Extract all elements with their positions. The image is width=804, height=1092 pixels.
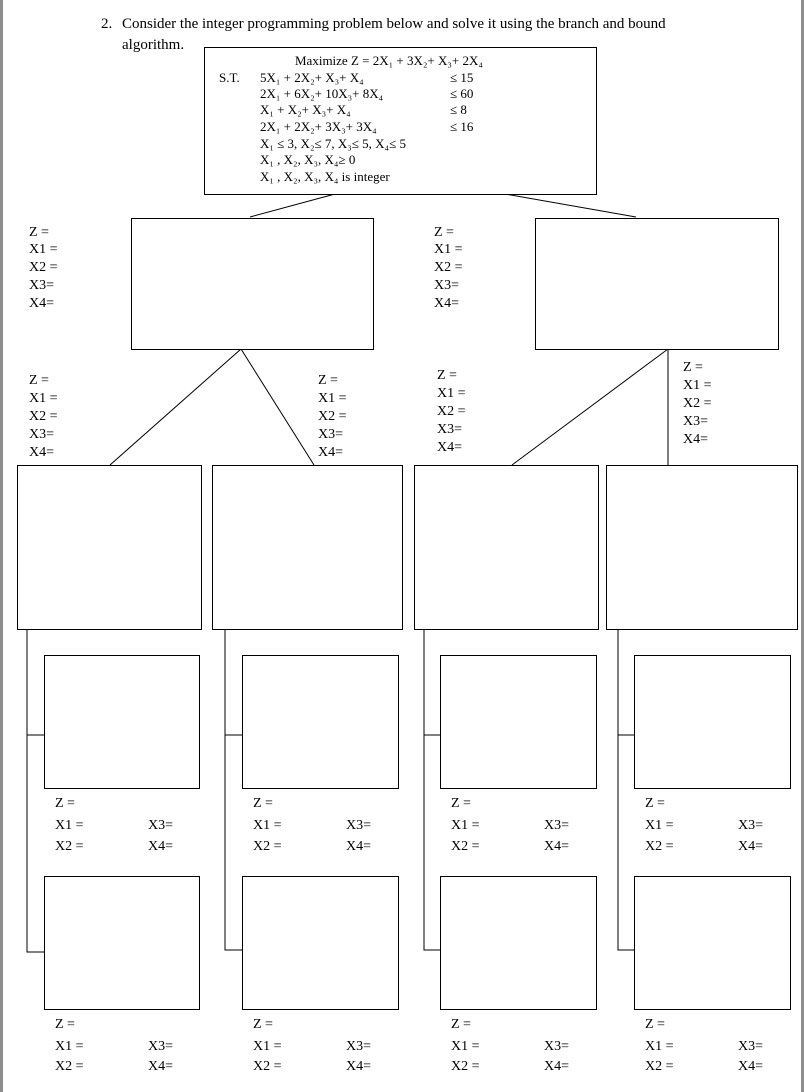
x2-label: X2 = — [645, 839, 674, 854]
z-label: Z = — [451, 1017, 471, 1032]
z-label: Z = — [55, 1017, 75, 1032]
x2-label: X2 = — [318, 409, 347, 424]
z-label: Z = — [451, 796, 471, 811]
x2-label: X2 = — [55, 839, 84, 854]
node-box[interactable] — [242, 876, 399, 1010]
node-box[interactable] — [131, 218, 374, 350]
x4-label: X4= — [346, 839, 372, 854]
question-number: 2. — [101, 16, 113, 32]
z-label: Z = — [253, 1017, 273, 1032]
node-box[interactable] — [17, 465, 202, 630]
x3-label: X3= — [434, 278, 460, 293]
x2-label: X2 = — [55, 1059, 84, 1074]
constraint-3-rhs: ≤ 8 — [450, 102, 467, 117]
constraint-4-rhs: ≤ 16 — [450, 119, 474, 134]
x1-label: X1 = — [683, 378, 712, 393]
x2-label: X2 = — [29, 409, 58, 424]
x3-label: X3= — [346, 818, 372, 833]
x1-label: X1 = — [437, 386, 466, 401]
x2-label: X2 = — [29, 260, 58, 275]
node-box[interactable] — [44, 655, 200, 789]
x3-label: X3= — [318, 427, 344, 442]
node-box[interactable] — [242, 655, 399, 789]
x1-label: X1 = — [451, 818, 480, 833]
x4-label: X4= — [318, 445, 344, 460]
x1-label: X1 = — [645, 818, 674, 833]
constraint-2-rhs: ≤ 60 — [450, 86, 474, 101]
x4-label: X4= — [437, 440, 463, 455]
x2-label: X2 = — [645, 1059, 674, 1074]
x3-label: X3= — [738, 818, 764, 833]
x1-label: X1 = — [253, 1039, 282, 1054]
constraint-1-lhs: 5X₁ + 2X₂+ X₃+ X₄ — [260, 70, 364, 85]
node-box[interactable] — [440, 655, 597, 789]
x4-label: X4= — [434, 296, 460, 311]
x3-label: X3= — [738, 1039, 764, 1054]
x4-label: X4= — [148, 839, 174, 854]
x1-label: X1 = — [253, 818, 282, 833]
z-label: Z = — [29, 225, 49, 240]
question-text-line1: Consider the integer programming problem below and solve it using the branch and bound — [122, 16, 666, 32]
node-box[interactable] — [440, 876, 597, 1010]
node-box[interactable] — [414, 465, 599, 630]
x3-label: X3= — [148, 818, 174, 833]
objective-function: Maximize Z = 2X₁ + 3X₂+ X₃+ 2X₄ — [295, 53, 483, 68]
x4-label: X4= — [738, 1059, 764, 1074]
nonnegativity-constraint: X₁ , X₂, X₃, X₄≥ 0 — [260, 152, 356, 167]
x3-label: X3= — [346, 1039, 372, 1054]
node-box[interactable] — [634, 876, 791, 1010]
x4-label: X4= — [346, 1059, 372, 1074]
x2-label: X2 = — [683, 396, 712, 411]
x4-label: X4= — [29, 296, 55, 311]
x4-label: X4= — [738, 839, 764, 854]
x4-label: X4= — [544, 1059, 570, 1074]
x4-label: X4= — [29, 445, 55, 460]
x3-label: X3= — [544, 1039, 570, 1054]
node-box[interactable] — [212, 465, 403, 630]
x2-label: X2 = — [451, 1059, 480, 1074]
x2-label: X2 = — [434, 260, 463, 275]
x4-label: X4= — [683, 432, 709, 447]
constraint-1-rhs: ≤ 15 — [450, 70, 474, 85]
z-label: Z = — [55, 796, 75, 811]
x3-label: X3= — [29, 278, 55, 293]
z-label: Z = — [437, 368, 457, 383]
x1-label: X1 = — [29, 391, 58, 406]
x2-label: X2 = — [437, 404, 466, 419]
x3-label: X3= — [148, 1039, 174, 1054]
x1-label: X1 = — [434, 242, 463, 257]
z-label: Z = — [318, 373, 338, 388]
subject-to-label: S.T. — [219, 70, 240, 85]
node-box[interactable] — [44, 876, 200, 1010]
node-box[interactable] — [606, 465, 798, 630]
z-label: Z = — [683, 360, 703, 375]
node-box[interactable] — [634, 655, 791, 789]
node-box[interactable] — [535, 218, 779, 350]
x2-label: X2 = — [253, 1059, 282, 1074]
x3-label: X3= — [683, 414, 709, 429]
x3-label: X3= — [29, 427, 55, 442]
x1-label: X1 = — [645, 1039, 674, 1054]
z-label: Z = — [434, 225, 454, 240]
z-label: Z = — [253, 796, 273, 811]
x1-label: X1 = — [451, 1039, 480, 1054]
x2-label: X2 = — [451, 839, 480, 854]
constraint-3-lhs: X₁ + X₂+ X₃+ X₄ — [260, 102, 351, 117]
x1-label: X1 = — [55, 818, 84, 833]
x3-label: X3= — [437, 422, 463, 437]
z-label: Z = — [645, 1017, 665, 1032]
z-label: Z = — [645, 796, 665, 811]
variable-bounds: X₁ ≤ 3, X₂≤ 7, X₃≤ 5, X₄≤ 5 — [260, 136, 406, 151]
constraint-2-lhs: 2X₁ + 6X₂+ 10X₃+ 8X₄ — [260, 86, 384, 101]
x4-label: X4= — [148, 1059, 174, 1074]
question-text-line2: algorithm. — [122, 37, 185, 53]
x4-label: X4= — [544, 839, 570, 854]
x1-label: X1 = — [29, 242, 58, 257]
x2-label: X2 = — [253, 839, 282, 854]
x1-label: X1 = — [318, 391, 347, 406]
constraint-4-lhs: 2X₁ + 2X₂+ 3X₃+ 3X₄ — [260, 119, 377, 134]
x1-label: X1 = — [55, 1039, 84, 1054]
x3-label: X3= — [544, 818, 570, 833]
z-label: Z = — [29, 373, 49, 388]
integer-constraint: X₁ , X₂, X₃, X₄ is integer — [260, 169, 390, 184]
